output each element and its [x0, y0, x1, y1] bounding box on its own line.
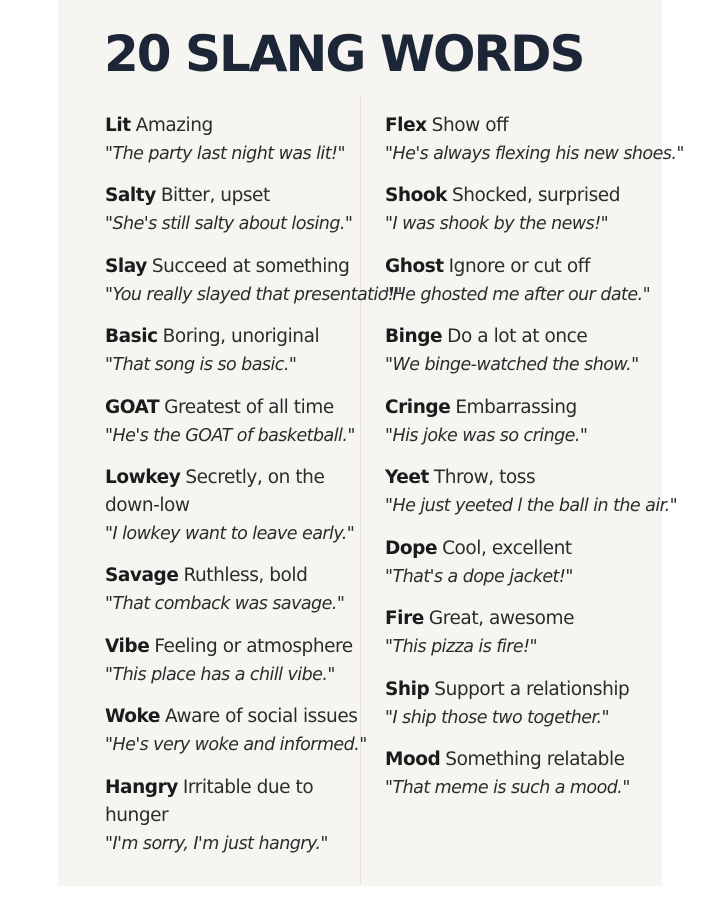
slang-word: Savage [105, 565, 179, 586]
slang-definition: Boring, unoriginal [162, 326, 320, 347]
slang-definition: Ignore or cut off [448, 256, 590, 277]
slang-example: "He's always flexing his new shoes." [385, 144, 684, 164]
slang-example: "That's a dope jacket!" [385, 567, 573, 587]
slang-word: Dope [385, 538, 438, 559]
slang-entry-dope [385, 535, 573, 591]
slang-definition: Great, awesome [428, 608, 575, 629]
slang-word: Ghost [385, 256, 444, 277]
slang-definition: Bitter, upset [160, 185, 270, 206]
slang-example: "He's very woke and informed." [105, 735, 367, 755]
slang-example: "I ship those two together." [385, 708, 610, 728]
page-title: 20 SLANG WORDS [104, 25, 584, 83]
slang-entry-hangry [105, 774, 328, 858]
slang-entry-flex [385, 112, 684, 168]
slang-entry-binge [385, 323, 639, 379]
slang-word: Salty [105, 185, 156, 206]
slang-example: "He ghosted me after our date." [385, 285, 651, 305]
slang-definition: Shocked, surprised [451, 185, 620, 206]
slang-example: "His joke was so cringe." [385, 426, 588, 446]
slang-entry-yeet [385, 464, 677, 520]
slang-definition: Secretly, on the [185, 467, 325, 488]
slang-definition: Amazing [135, 115, 213, 136]
slang-definition: Something relatable [445, 749, 625, 770]
slang-word: Fire [385, 608, 424, 629]
slang-definition: Embarrassing [455, 397, 577, 418]
slang-entry-savage [105, 562, 344, 618]
slang-definition: Ruthless, bold [183, 565, 308, 586]
slang-entry-goat [105, 394, 355, 450]
slang-word: Vibe [105, 636, 150, 657]
slang-entry-ship [385, 676, 629, 732]
slang-definition: Irritable due to [182, 777, 314, 798]
slang-word: Lit [105, 115, 131, 136]
slang-definition-continued: down-low [105, 495, 190, 516]
slang-entry-woke [105, 703, 367, 759]
slang-example: "I lowkey want to leave early." [105, 524, 355, 544]
slang-entry-vibe [105, 633, 353, 689]
slang-example: "This pizza is fire!" [385, 637, 538, 657]
slang-example: "He's the GOAT of basketball." [105, 426, 355, 446]
slang-word: GOAT [105, 397, 160, 418]
slang-entry-lowkey [105, 464, 354, 548]
slang-entry-lit [105, 112, 345, 168]
slang-example: "This place has a chill vibe." [105, 665, 335, 685]
slang-word: Hangry [105, 777, 178, 798]
slang-entry-cringe [385, 394, 587, 450]
slang-example: "I'm sorry, I'm just hangry." [105, 834, 328, 854]
slang-example: "I was shook by the news!" [385, 214, 609, 234]
slang-definition: Aware of social issues [165, 706, 358, 727]
slang-entry-basic [105, 323, 319, 379]
slang-entry-salty [105, 182, 352, 238]
slang-definition: Throw, toss [433, 467, 536, 488]
slang-word: Woke [105, 706, 161, 727]
slang-word: Yeet [385, 467, 429, 488]
slang-example: "The party last night was lit!" [105, 144, 345, 164]
slang-definition: Succeed at something [151, 256, 350, 277]
slang-entry-fire [385, 605, 574, 661]
slang-entry-ghost [385, 253, 650, 309]
slang-entry-mood [385, 746, 630, 802]
slang-example: "That song is so basic." [105, 355, 297, 375]
slang-definition: Support a relationship [434, 679, 630, 700]
slang-example: "She's still salty about losing." [105, 214, 353, 234]
slang-definition: Greatest of all time [164, 397, 334, 418]
slang-definition: Do a lot at once [447, 326, 588, 347]
slang-word: Basic [105, 326, 158, 347]
slang-definition: Feeling or atmosphere [154, 636, 353, 657]
slang-word: Ship [385, 679, 430, 700]
slang-word: Cringe [385, 397, 451, 418]
slang-definition-continued: hunger [105, 805, 169, 826]
slang-word: Slay [105, 256, 147, 277]
column-divider [360, 95, 361, 885]
slang-example: "He just yeeted l the ball in the air." [385, 496, 678, 516]
slang-word: Mood [385, 749, 441, 770]
slang-word: Lowkey [105, 467, 181, 488]
slang-example: "That comback was savage." [105, 594, 345, 614]
slang-example: "You really slayed that presentatio!" [105, 285, 402, 305]
slang-example: "We binge-watched the show." [385, 355, 639, 375]
slang-entry-slay [105, 253, 402, 309]
slang-definition: Cool, excellent [442, 538, 572, 559]
slang-word: Shook [385, 185, 447, 206]
slang-example: "That meme is such a mood." [385, 778, 630, 798]
slang-word: Flex [385, 115, 427, 136]
slang-word: Binge [385, 326, 443, 347]
slang-entry-shook [385, 182, 620, 238]
slang-definition: Show off [431, 115, 509, 136]
